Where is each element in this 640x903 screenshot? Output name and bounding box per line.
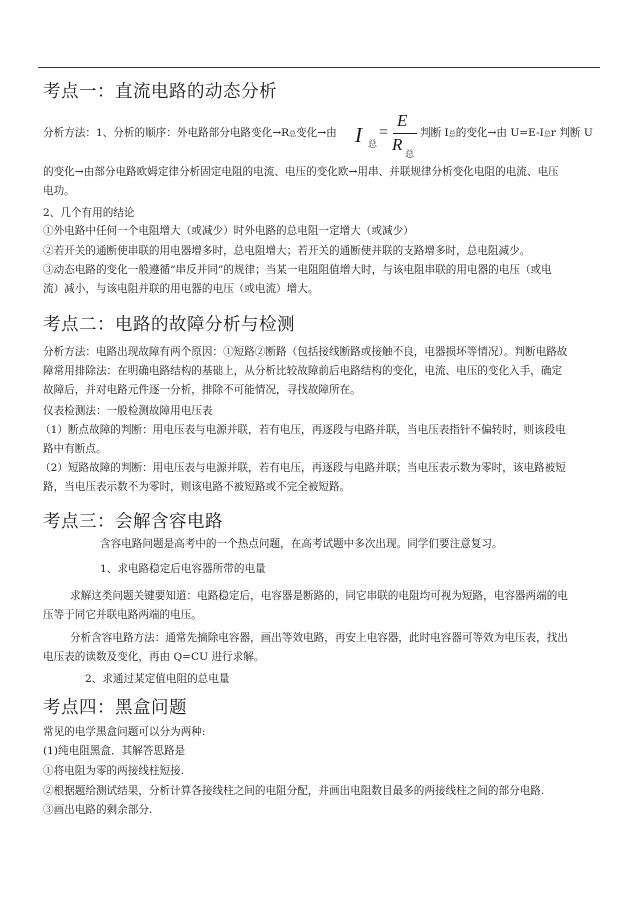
section-4-title: 考点四：黑盒问题 [43, 698, 187, 718]
s1-line-4: 2、几个有用的结论 [43, 207, 135, 219]
s2-line-4: 仪表检测法：一般检测故障用电压表 [43, 405, 213, 417]
s1-line-1-tail: 判断 I总的变化→由 U=E-I总r 判断 U [420, 127, 593, 139]
s2-line-1: 分析方法：电路出现故障有两个原因：①短路②断路（包括接线断路或接触不良，电器损坏等情况）。判断电路故 [43, 346, 568, 358]
s1-line-1: 分析方法：1、分析的顺序：外电路部分电路变化→R总变化→由 [43, 127, 337, 139]
fraction-bar [393, 133, 417, 134]
ohm-formula: I 总 = E R 总 [355, 111, 417, 159]
s2-line-2: 障常用排除法：在明确电路结构的基础上，从分析比较故障前后电路结构的变化，电流、电压的变化入手，确定 [43, 365, 563, 377]
s3-line-1: 含容电路问题是高考中的一个热点问题，在高考试题中多次出现。同学们要注意复习。 [100, 538, 503, 550]
s3-line-2: 1、求电路稳定后电容器所带的电量 [100, 563, 266, 575]
s2-line-6: 路中有断点。 [43, 443, 107, 455]
s2-line-5: （1）断点故障的判断：用电压表与电源并联，若有电压，再逐段与电路并联，当电压表指针不偏转时，则该段电 [40, 424, 566, 436]
s4-line-5: ③画出电路的剩余部分. [43, 804, 153, 816]
s3-line-7: 2、求通过某定值电阻的总电量 [85, 673, 230, 685]
s3-line-5: 分析含容电路方法：通常先摘除电容器，画出等效电路，再安上电容器，此时电容器可等效为电压表，找出 [70, 632, 568, 644]
s2-line-8: 路，当电压表示数不为零时，则该电路不被短路或不完全被短路。 [43, 481, 351, 493]
s1-line-7: ③动态电路的变化一般遵循“串反并同”的规律；当某一电阻阻值增大时，与该电阻串联的用电器的电压（或电 [43, 264, 552, 276]
s1-line-2: 的变化→由部分电路欧姆定律分析固定电阻的电流、电压的变化欧→用串、并联规律分析变化电阻的电流、电压 [43, 166, 559, 178]
s1-line-5: ①外电路中任何一个电阻增大（或减少）时外电路的总电阻一定增大（或减少） [43, 225, 414, 237]
s4-line-1: 常见的电学黑盒问题可以分为两种: [43, 726, 206, 738]
section-1-title: 考点一：直流电路的动态分析 [43, 82, 277, 102]
section-3-title: 考点三：会解含容电路 [43, 512, 223, 532]
s2-line-3: 故障后，并对电路元件逐一分析，排除不可能情况，寻找故障所在。 [43, 384, 361, 396]
s4-line-4: ②根据题给测试结果，分析计算各接线柱之间的电阻分配，并画出电阻数目最多的两接线柱之间的部分电路. [43, 785, 545, 797]
s3-line-3: 求解这类问题关键要知道：电路稳定后，电容器是断路的，同它串联的电阻均可视为短路，电容器两端的电 [70, 590, 568, 602]
s2-line-7: （2）短路故障的判断：用电压表与电源并联，若有电压，再逐段与电路并联；当电压表示数为零时，该电路被短 [40, 462, 566, 474]
s3-line-6: 电压表的读数及变化，再由 Q=CU 进行求解。 [43, 651, 265, 663]
s1-line-3: 电功。 [43, 185, 75, 197]
top-rule [38, 67, 600, 68]
s3-line-4: 压等于同它并联电路两端的电压。 [43, 609, 202, 621]
s1-line-8: 流）减小，与该电阻并联的用电器的电压（或电流）增大。 [43, 283, 319, 295]
section-2-title: 考点二：电路的故障分析与检测 [43, 315, 295, 335]
s1-line-6: ②若开关的通断使串联的用电器增多时，总电阻增大；若开关的通断使并联的支路增多时，总电阻减少。 [43, 245, 531, 257]
s4-line-2: (1)纯电阻黑盒．其解答思路是 [43, 745, 186, 757]
s4-line-3: ①将电阻为零的两接线柱短接. [43, 765, 185, 777]
